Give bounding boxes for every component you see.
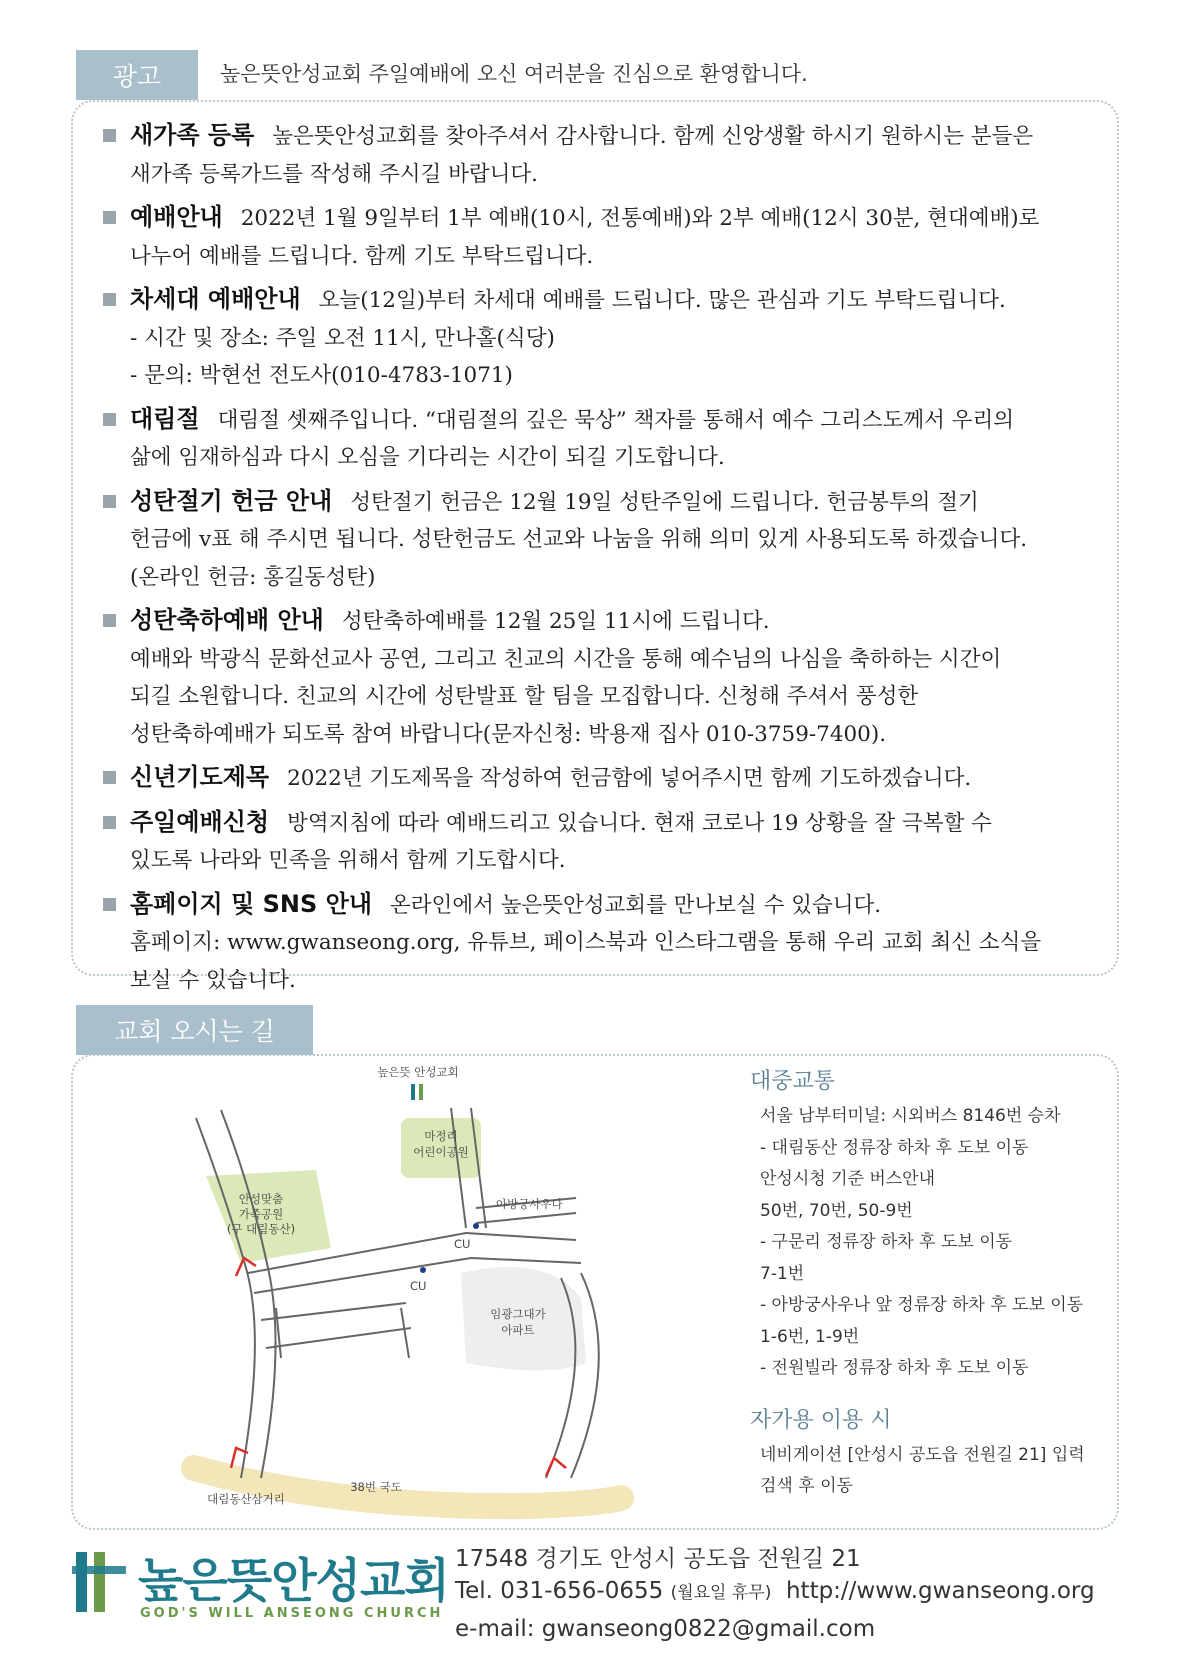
notice-text: 되길 소원합니다. 친교의 시간에 성탄발표 할 팀을 모집합니다. 신청해 주셔서 풍성한 [130,684,919,709]
church-address: 17548 경기도 안성시 공도읍 전원길 21 [455,1546,861,1572]
public-transit-lines [750,1101,1110,1385]
notice-text: 온라인에서 높은뜻안성교회를 만나보실 수 있습니다. [390,892,882,918]
notice-text: 2022년 1월 9일부터 1부 예배(10시, 전통예배)와 2부 예배(12시 30분, 현대예배)로 [240,206,1040,231]
phone-note: (월요일 휴무) [670,1583,772,1603]
notice-title: 성탄축하예배 안내 [130,606,324,634]
notice-line [130,117,1100,156]
church-phone-line [455,1578,1095,1604]
notice-item [100,886,1100,1000]
notice-text: 대림절 셋째주입니다. “대림절의 깊은 묵상” 책자를 통해서 예수 그리스도께서 우리의 [217,407,1015,433]
square-bullet-icon [103,129,116,142]
square-bullet-icon [103,495,116,508]
notice-text: 높은뜻안성교회를 찾아주셔서 감사합니다. 함께 신앙생활 하시기 원하시는 분들은 [272,124,1034,149]
church-logo-english: GOD'S WILL ANSEONG CHURCH [140,1606,444,1621]
notice-text: - 시간 및 장소: 주일 오전 11시, 만나홀(식당) [130,325,555,351]
church-map [76,1058,726,1520]
notice-text: 헌금에 v표 해 주시면 됩니다. 성탄헌금도 선교와 나눔을 위해 의미 있게 사용되도록 하겠습니다. [130,527,1028,552]
square-bullet-icon [103,211,116,224]
map-apt-line2: 아파트 [501,1323,535,1337]
notice-item [100,281,1100,395]
transit-line: 7-1번 [760,1263,805,1284]
square-bullet-icon [103,816,116,829]
map-junction-label: 대림동산삼거리 [207,1492,285,1506]
ad-tab-label: 광고 [112,62,162,91]
church-logo-icon [72,1548,126,1616]
notice-text: 오늘(12일)부터 차세대 예배를 드립니다. 많은 관심과 기도 부탁드립니다. [318,288,1006,313]
car-line: 검색 후 이동 [760,1476,853,1496]
notice-line [130,842,1100,880]
notice-line [130,962,1100,1000]
transit-line: - 전원빌라 정류장 하차 후 도보 이동 [760,1358,1029,1378]
map-road-label: 38번 국도 [350,1480,402,1494]
square-bullet-icon [103,898,116,911]
notice-text: 2022년 기도제목을 작성하여 헌금함에 넣어주시면 함께 기도하겠습니다. [287,766,972,791]
notice-title: 성탄절기 헌금 안내 [130,486,333,515]
notice-text: - 문의: 박현선 전도사(010-4783-1071) [130,363,513,388]
square-bullet-icon [103,413,116,426]
church-logo-name: 높은뜻안성교회 [138,1554,449,1609]
notice-title: 신년기도제목 [130,763,270,791]
notice-line [130,804,1100,843]
notice-item [100,483,1100,597]
notice-title: 예배안내 [130,203,223,231]
car-heading: 자가용 이용 시 [750,1407,892,1433]
notice-line [130,759,1100,798]
map-church-icon [411,1084,415,1100]
notice-line [130,678,1100,716]
transit-line: 1-6번, 1-9번 [760,1326,860,1347]
map-cu-marker-2 [420,1267,426,1273]
notice-item [100,199,1100,275]
notice-line [130,439,1100,477]
notice-item [100,759,1100,798]
map-cu2-label: CU [410,1279,427,1293]
square-bullet-icon [103,293,116,306]
directions-section-tab [76,1005,313,1055]
transit-line: 서울 남부터미널: 시외버스 8146번 승차 [760,1106,1061,1126]
car-line: 네비게이션 [안성시 공도읍 전원길 21] 입력 [760,1444,1085,1465]
notice-line [130,521,1100,559]
notice-line [130,483,1100,522]
notice-text: 삶에 임재하심과 다시 오심을 기다리는 시간이 되길 기도합니다. [130,445,725,470]
church-email[interactable]: e-mail: gwanseong0822@gmail.com [455,1616,876,1642]
notice-title: 새가족 등록 [130,121,255,149]
notice-item [100,401,1100,477]
notice-line [130,238,1100,276]
notice-text: 있도록 나라와 민족을 위해서 함께 기도합시다. [130,848,566,873]
notice-item [100,602,1100,753]
notice-text: 새가족 등록가드를 작성해 주시길 바랍니다. [130,161,539,187]
map-park2-line3: (구 대림동산) [226,1222,296,1236]
map-park1-line1: 마정리 [424,1129,458,1143]
map-park2-line2: 가족공원 [238,1207,284,1221]
welcome-message: 높은뜻안성교회 주일예배에 오신 여러분을 진심으로 환영합니다. [220,62,808,86]
church-website[interactable]: http://www.gwanseong.org [785,1578,1095,1604]
public-transit-heading: 대중교통 [750,1069,836,1094]
notice-text: 방역지침에 따라 예배드리고 있습니다. 현재 코로나 19 상황을 잘 극복할 수 [287,810,992,836]
notice-line [130,156,1100,194]
notice-text: 보실 수 있습니다. [130,967,296,993]
notice-title: 홈페이지 및 SNS 안내 [130,889,373,918]
notice-line [130,199,1100,238]
notice-text: 나누어 예배를 드립니다. 함께 기도 부탁드립니다. [130,243,594,269]
square-bullet-icon [103,771,116,784]
map-park2-line1: 안성맞춤 [238,1192,284,1206]
transit-line: - 대림동산 정류장 하차 후 도보 이동 [760,1137,1029,1158]
notice-line [130,320,1100,358]
transit-line: 50번, 70번, 50-9번 [760,1200,913,1221]
transit-line: 안성시청 기준 버스안내 [760,1169,936,1189]
notice-title: 차세대 예배안내 [130,285,301,313]
notice-title: 대림절 [130,404,200,433]
map-sauna-label: 아방궁사우나 [496,1197,563,1211]
notice-line [130,357,1100,395]
notice-item [100,117,1100,193]
map-cu1-label: CU [454,1237,471,1251]
transit-line: - 구문리 정류장 하차 후 도보 이동 [760,1232,1013,1252]
square-bullet-icon [103,614,116,627]
notice-line [130,716,1100,754]
notice-line [130,886,1100,925]
notice-line [130,401,1100,440]
notice-title: 주일예배신청 [130,807,270,836]
notice-text: (온라인 헌금: 홍길동성탄) [130,564,376,590]
car-lines [750,1440,1110,1503]
ad-section-tab [76,50,198,100]
notice-item [100,804,1100,880]
notice-text: 홈페이지: www.gwanseong.org, 유튜브, 페이스북과 인스타그램을 통해 우리 교회 최신 소식을 [130,930,1042,955]
notice-text: 성탄절기 헌금은 12월 19일 성탄주일에 드립니다. 헌금봉투의 절기 [350,489,979,515]
announcements-list [100,117,1100,1005]
map-cu-marker-1 [473,1223,479,1229]
notice-line [130,924,1100,962]
notice-line [130,602,1100,641]
map-apt-line1: 임광그대가 [490,1307,546,1321]
notice-text: 성탄축하예배를 12월 25일 11시에 드립니다. [341,609,770,634]
notice-text: 예배와 박광식 문화선교사 공연, 그리고 친교의 시간을 통해 예수님의 나심을 축하하는 시간이 [130,646,1002,672]
map-church-label: 높은뜻 안성교회 [377,1065,459,1079]
notice-line [130,559,1100,597]
notice-line [130,281,1100,320]
transit-line: - 아방궁사우나 앞 정류장 하차 후 도보 이동 [760,1295,1084,1315]
transit-info [750,1064,1110,1503]
church-phone: Tel. 031-656-0655 [455,1578,664,1604]
notice-text: 성탄축하예배가 되도록 참여 바랍니다(문자신청: 박용재 집사 010-3759-7400). [130,721,887,747]
map-park1-line2: 어린이공원 [413,1145,469,1159]
notice-line [130,641,1100,679]
directions-tab-label: 교회 오시는 길 [114,1017,275,1046]
